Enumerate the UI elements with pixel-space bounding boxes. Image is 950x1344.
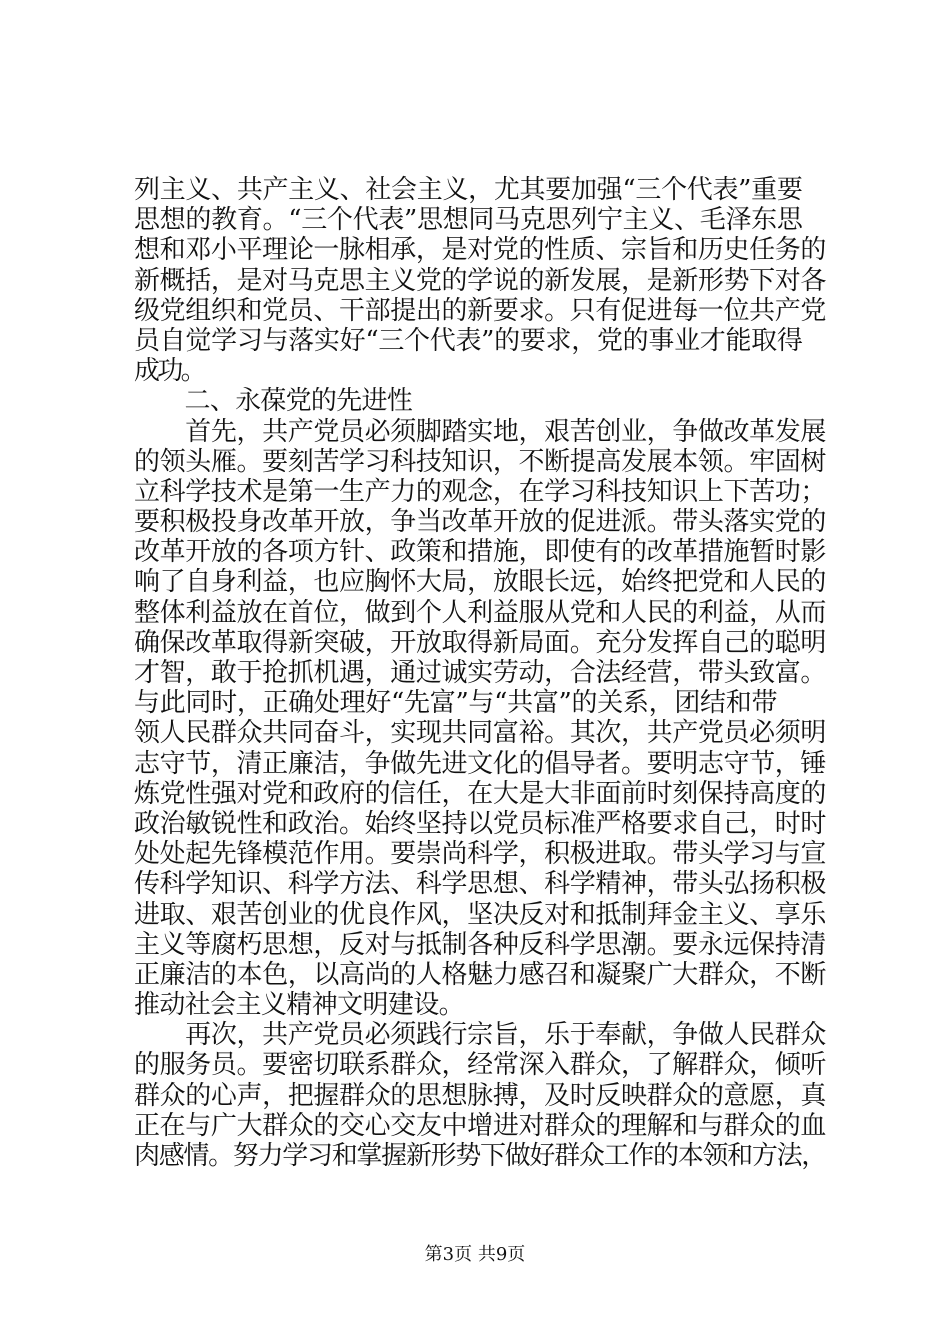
- text-line: 肉感情。努力学习和掌握新形势下做好群众工作的本领和方法，: [134, 1141, 827, 1171]
- text-line: 成功。: [134, 356, 205, 387]
- text-line: 的领头雁。要刻苦学习科技知识，不断提高发展本领。牢固树: [134, 446, 827, 477]
- text-line: 首先，共产党员必须脚踏实地，艰苦创业，争做改革发展: [134, 416, 827, 447]
- text-line: 响了自身利益，也应胸怀大局，放眼长远，始终把党和人民的: [134, 567, 827, 598]
- text-line: 整体利益放在首位，做到个人利益服从党和人民的利益，从而: [134, 597, 827, 628]
- text-line: 推动社会主义精神文明建设。: [134, 990, 465, 1021]
- text-line: 志守节，清正廉洁，争做先进文化的倡导者。要明志守节，锤: [134, 748, 827, 779]
- text-line: 传科学知识、科学方法、科学思想、科学精神，带头弘扬积极: [134, 869, 827, 900]
- text-line: 要积极投身改革开放，争当改革开放的促进派。带头落实党的: [134, 507, 827, 538]
- text-line: 的服务员。要密切联系群众，经常深入群众，了解群众，倾听: [134, 1050, 827, 1081]
- text-line: 处处起先锋模范作用。要崇尚科学，积极进取。带头学习与宣: [134, 839, 827, 870]
- text-line: 才智，敢于抢抓机遇，通过诚实劳动，合法经营，带头致富。: [134, 658, 827, 688]
- text-line: 想和邓小平理论一脉相承，是对党的性质、宗旨和历史任务的: [134, 235, 827, 266]
- text-line: 正廉洁的本色，以高尚的人格魅力感召和凝聚广大群众，不断: [134, 959, 827, 990]
- text-line: 员自觉学习与落实好“三个代表”的要求，党的事业才能取得: [134, 325, 803, 356]
- text-line: 与此同时，正确处理好“先富”与“共富”的关系，团结和带: [134, 688, 778, 719]
- text-line: 领人民群众共同奋斗，实现共同富裕。其次，共产党员必须明: [134, 718, 827, 749]
- text-line: 政治敏锐性和政治。始终坚持以党员标准严格要求自己，时时: [134, 808, 827, 839]
- page-number-footer: 第3页 共9页: [424, 1244, 526, 1265]
- text-line: 新概括，是对马克思主义党的学说的新发展，是新形势下对各: [134, 265, 827, 296]
- text-line: 级党组织和党员、干部提出的新要求。只有促进每一位共产党: [134, 295, 827, 326]
- text-line: 思想的教育。“三个代表”思想同马克思列宁主义、毛泽东思: [134, 205, 803, 236]
- text-line: 炼党性强对党和政府的信任，在大是大非面前时刻保持高度的: [134, 778, 827, 809]
- text-line: 进取、艰苦创业的优良作风，坚决反对和抵制拜金主义、享乐: [134, 899, 827, 930]
- text-line: 确保改革取得新突破，开放取得新局面。充分发挥自己的聪明: [134, 627, 827, 658]
- text-line: 改革开放的各项方针、政策和措施，即使有的改革措施暂时影: [134, 537, 827, 568]
- text-line: 群众的心声，把握群众的思想脉搏，及时反映群众的意愿，真: [134, 1080, 827, 1111]
- text-line: 列主义、共产主义、社会主义，尤其要加强“三个代表”重要: [134, 175, 803, 205]
- text-line: 正在与广大群众的交心交友中增进对群众的理解和与群众的血: [134, 1110, 827, 1141]
- body-text: [134, 175, 834, 1171]
- text-line: 主义等腐朽思想，反对与抵制各种反科学思潮。要永远保持清: [134, 929, 827, 960]
- text-line: 立科学技术是第一生产力的观念，在学习科技知识上下苦功；: [134, 476, 827, 507]
- text-line: 再次，共产党员必须践行宗旨，乐于奉献，争做人民群众: [134, 1020, 827, 1051]
- section-heading: 二、永葆党的先进性: [134, 386, 413, 417]
